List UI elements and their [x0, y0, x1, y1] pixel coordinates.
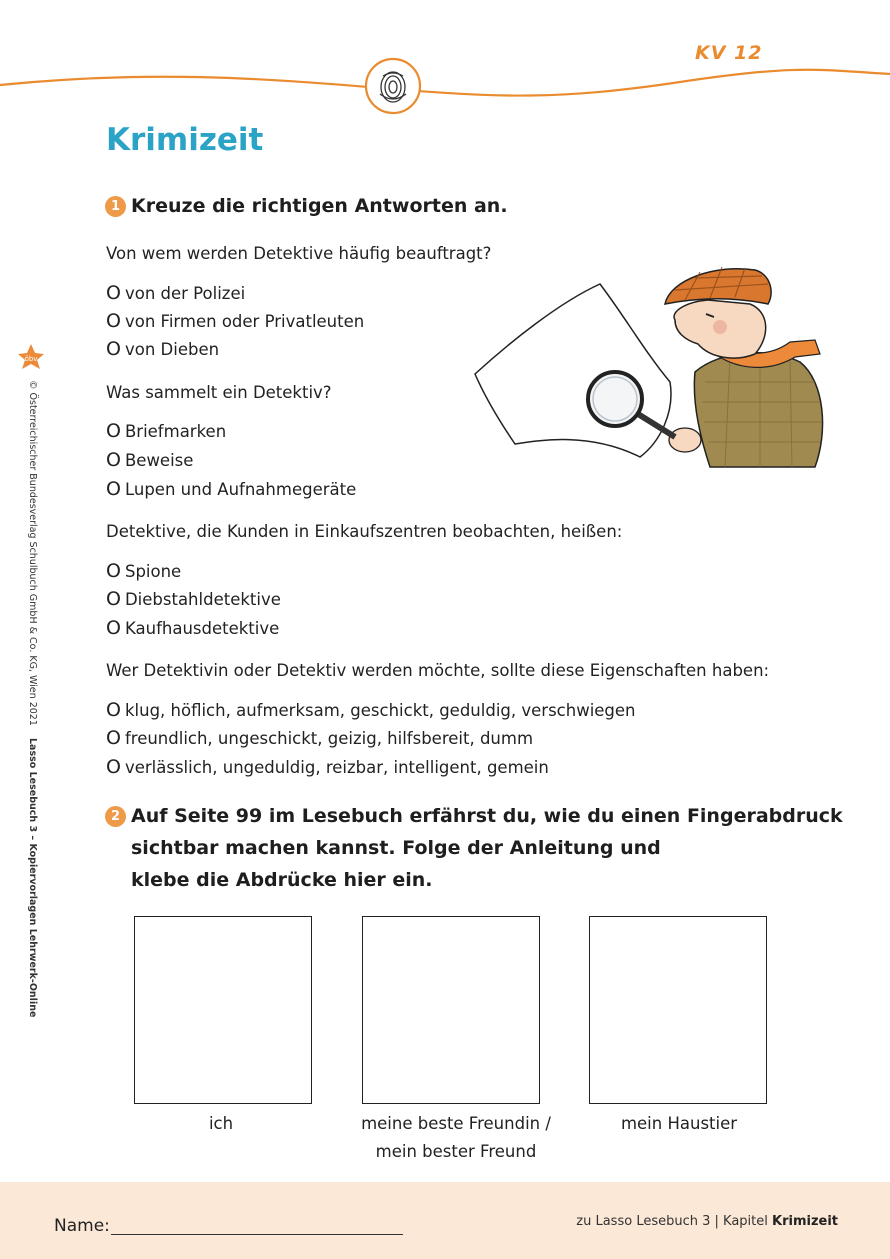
- option-2-2[interactable]: [106, 449, 193, 471]
- publisher-logo-text: öbv: [24, 355, 38, 363]
- name-label: Name:: [54, 1216, 110, 1236]
- task2-line1: Auf Seite 99 im Lesebuch erfährst du, wie du einen Fingerabdruck: [131, 805, 843, 827]
- option-label: Spione: [124, 562, 182, 581]
- question-2: Was sammelt ein Detektiv?: [106, 383, 332, 402]
- option-label: Briefmarken: [124, 422, 227, 441]
- fingerprint-box-pet[interactable]: [589, 916, 767, 1104]
- page-code: KV 12: [695, 42, 763, 64]
- name-field[interactable]: [111, 1234, 403, 1235]
- task1-instruction: [105, 195, 508, 217]
- caption-ich: [101, 1110, 341, 1138]
- option-4-3[interactable]: [106, 756, 549, 778]
- option-3-3[interactable]: [106, 617, 279, 639]
- fingerprint-box-ich[interactable]: [134, 916, 312, 1104]
- option-label: verlässlich, ungeduldig, reizbar, intelligent, gemein: [124, 758, 549, 777]
- caption-line: mein bester Freund: [375, 1142, 537, 1161]
- checkbox-circle[interactable]: O: [106, 699, 121, 721]
- question-4: Wer Detektivin oder Detektiv werden möchte, sollte diese Eigenschaften haben:: [106, 661, 770, 680]
- option-3-2[interactable]: [106, 588, 281, 610]
- detective-illustration: [470, 262, 830, 472]
- option-1-2[interactable]: [106, 310, 364, 332]
- option-1-1[interactable]: [106, 282, 245, 304]
- option-label: Diebstahldetektive: [124, 590, 281, 609]
- option-label: Lupen und Aufnahmegeräte: [124, 480, 357, 499]
- option-4-1[interactable]: [106, 699, 636, 721]
- sidebar: [14, 340, 44, 1018]
- checkbox-circle[interactable]: O: [106, 478, 121, 500]
- task2-number: 2: [105, 806, 126, 827]
- question-3: Detektive, die Kunden in Einkaufszentren beobachten, heißen:: [106, 522, 623, 541]
- footer-ref-chapter: Krimizeit: [772, 1214, 838, 1229]
- checkbox-circle[interactable]: O: [106, 449, 121, 471]
- checkbox-circle[interactable]: O: [106, 282, 121, 304]
- option-label: freundlich, ungeschickt, geizig, hilfsbereit, dumm: [124, 729, 534, 748]
- caption-line: meine beste Freundin /: [361, 1114, 551, 1133]
- page-title: Krimizeit: [106, 122, 264, 158]
- task1-text: Kreuze die richtigen Antworten an.: [131, 195, 508, 217]
- checkbox-circle[interactable]: O: [106, 420, 121, 442]
- question-1: Von wem werden Detektive häufig beauftragt?: [106, 244, 492, 263]
- checkbox-circle[interactable]: O: [106, 727, 121, 749]
- sidebar-product: Lasso Lesebuch 3 – Kopiervorlagen Lehrwerk-Online: [27, 738, 38, 1018]
- option-label: Kaufhausdetektive: [124, 619, 280, 638]
- fingerprint-icon: [366, 59, 420, 113]
- option-2-1[interactable]: [106, 420, 226, 442]
- checkbox-circle[interactable]: O: [106, 588, 121, 610]
- publisher-logo: [16, 342, 46, 372]
- sidebar-copyright: © Österreichischer Bundesverlag Schulbuch GmbH & Co. KG, Wien 2021: [27, 380, 38, 726]
- option-2-3[interactable]: [106, 478, 356, 500]
- option-4-2[interactable]: [106, 727, 533, 749]
- option-1-3[interactable]: [106, 338, 219, 360]
- footer-reference: [520, 1214, 838, 1229]
- task2-line2: sichtbar machen kannst. Folge der Anleitung und: [131, 837, 661, 859]
- task2-instruction: [105, 800, 843, 896]
- task1-number: 1: [105, 196, 126, 217]
- checkbox-circle[interactable]: O: [106, 560, 121, 582]
- option-label: von Dieben: [124, 340, 220, 359]
- task2-line3: klebe die Abdrücke hier ein.: [131, 869, 433, 891]
- option-3-1[interactable]: [106, 560, 181, 582]
- caption-line: ich: [208, 1114, 234, 1133]
- option-label: von Firmen oder Privatleuten: [124, 312, 365, 331]
- fingerprint-box-friend[interactable]: [362, 916, 540, 1104]
- caption-pet: [559, 1110, 799, 1138]
- option-label: klug, höflich, aufmerksam, geschickt, geduldig, verschwiegen: [124, 701, 636, 720]
- checkbox-circle[interactable]: O: [106, 617, 121, 639]
- footer-ref-prefix: zu Lasso Lesebuch 3 | Kapitel: [576, 1214, 772, 1229]
- checkbox-circle[interactable]: O: [106, 310, 121, 332]
- caption-friend: [336, 1110, 576, 1166]
- checkbox-circle[interactable]: O: [106, 338, 121, 360]
- option-label: Beweise: [124, 451, 194, 470]
- checkbox-circle[interactable]: O: [106, 756, 121, 778]
- option-label: von der Polizei: [124, 284, 246, 303]
- caption-line: mein Haustier: [620, 1114, 738, 1133]
